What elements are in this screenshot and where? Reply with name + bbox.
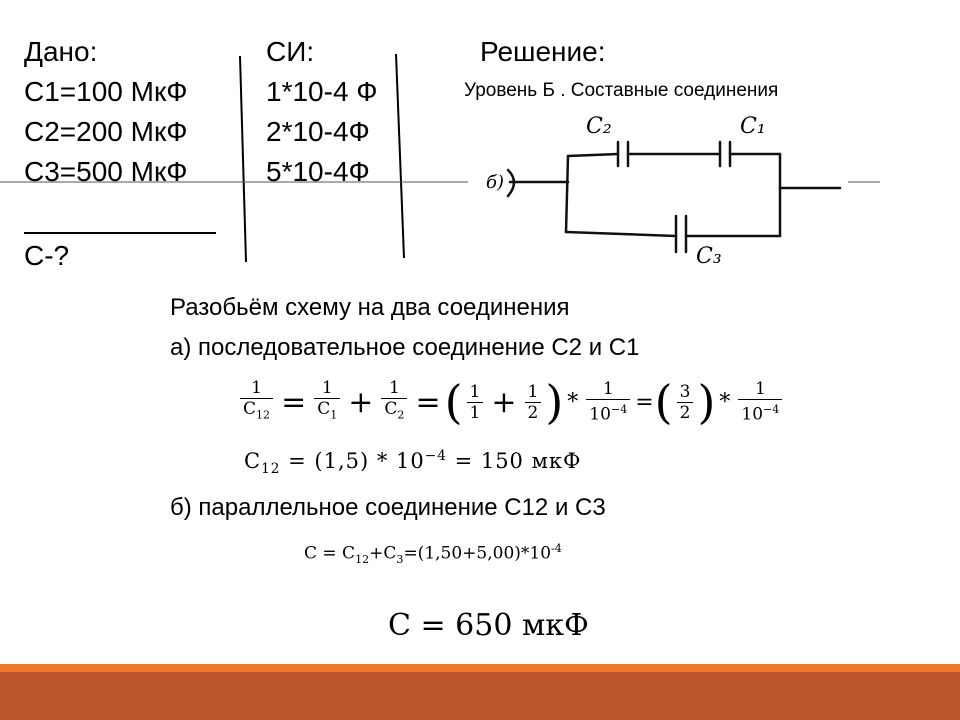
formula-total: $C = C_{12}+C_3=(1,50+5,00)*10^{-4}$ bbox=[304, 542, 562, 567]
given-heading: Дано: bbox=[24, 36, 98, 67]
frac-1-over-c2: $\frac{1}{C_2}$ bbox=[381, 378, 407, 425]
frac-3-over-2: $\frac{3}{2}$ bbox=[677, 382, 694, 423]
given-line-c1: C1=100 МкФ bbox=[24, 76, 188, 107]
footer-accent-bar bbox=[0, 664, 960, 672]
circuit-label-c1: C₁ bbox=[740, 114, 766, 139]
footer-bar bbox=[0, 672, 960, 720]
answer: C = 650 мкФ bbox=[388, 608, 589, 643]
frac-1-over-c12: $\frac{1}{C_{12}}$ bbox=[240, 378, 273, 425]
frac-1-over-1: $\frac{1}{1}$ bbox=[467, 382, 484, 423]
frac-1-over-2: $\frac{1}{2}$ bbox=[525, 382, 542, 423]
frac-1-over-power-b: $\frac{1}{10^{-4}}$ bbox=[738, 379, 782, 425]
find-line: C-? bbox=[24, 240, 70, 271]
series-text: а) последовательное соединение C2 и C1 bbox=[170, 334, 640, 361]
parallel-text: б) параллельное соединение C12 и C3 bbox=[170, 494, 606, 521]
circuit-label-b: б) bbox=[486, 172, 505, 193]
circuit-svg bbox=[468, 112, 848, 282]
si-line-2: 2*10-4Ф bbox=[266, 116, 370, 147]
given-line-c2: C2=200 МкФ bbox=[24, 116, 188, 147]
formula-series: $\frac{1}{C_{12}}$ = $\frac{1}{C_1}$ + $\frac{1}{C_2}$ = ( $\frac{1}{1}$ + $\frac{1}{2}$ ) * $\frac{1}{10^{-4}}$ = ( $\frac{3}{2}$ ) * $\frac{1}{10^{-4}}$ bbox=[236, 374, 786, 430]
split-text: Разобьём схему на два соединения bbox=[170, 294, 570, 321]
frac-1-over-power-a: $\frac{1}{10^{-4}}$ bbox=[586, 379, 630, 425]
si-line-1: 1*10-4 Ф bbox=[266, 76, 378, 107]
si-line-3: 5*10-4Ф bbox=[266, 156, 370, 187]
circuit-diagram bbox=[468, 112, 848, 282]
si-heading: СИ: bbox=[266, 36, 315, 67]
formula-c12-result: $C_{12} = (1,5) * 10^{-4} = 150$ мкФ bbox=[244, 448, 582, 478]
given-line-c3: C3=500 МкФ bbox=[24, 156, 188, 187]
solution-heading: Решение: bbox=[480, 36, 606, 67]
frac-1-over-c1: $\frac{1}{C_1}$ bbox=[314, 378, 340, 425]
circuit-label-c3: C₃ bbox=[696, 244, 722, 269]
solution-subtitle: Уровень Б . Составные соединения bbox=[464, 80, 779, 101]
circuit-label-c2: C₂ bbox=[586, 114, 612, 139]
